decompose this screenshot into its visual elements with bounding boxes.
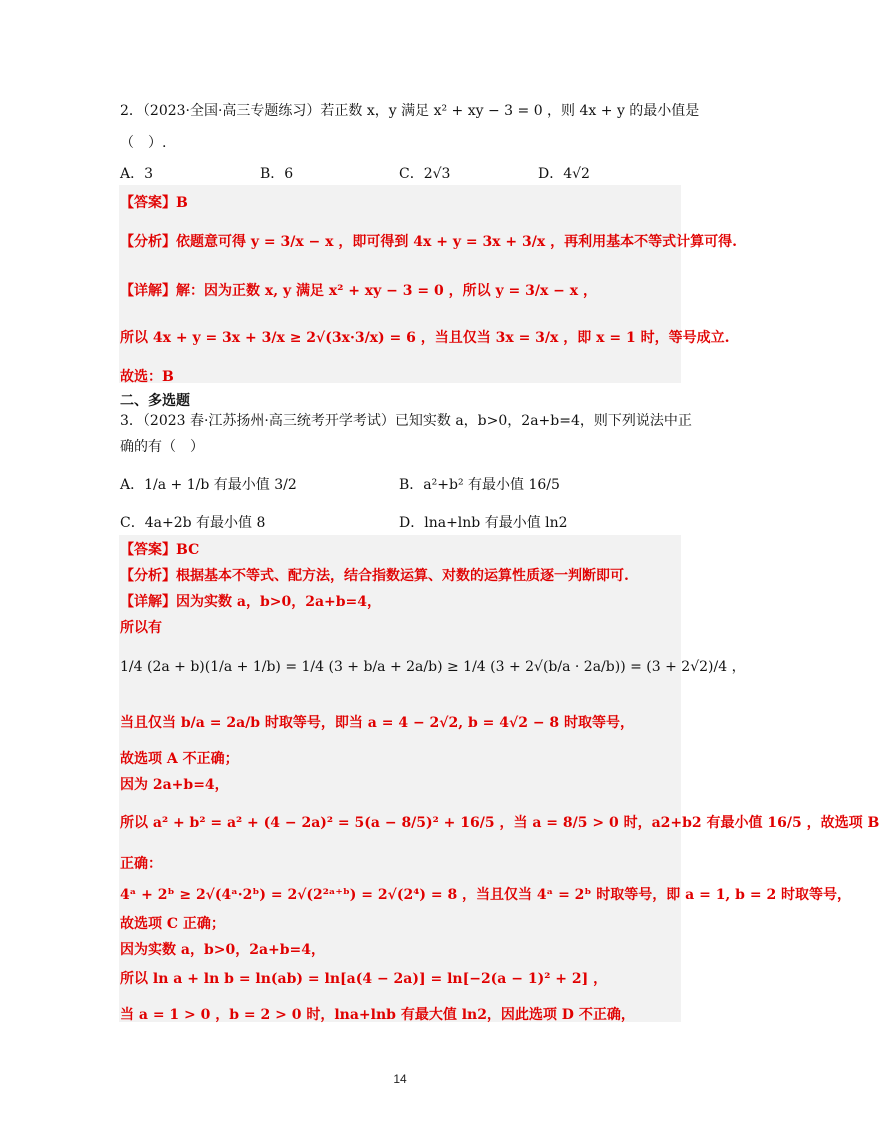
page-number: 14	[393, 1072, 407, 1086]
q2-choice: 故选：B	[120, 369, 174, 385]
q3-b-right: 正确：	[120, 856, 162, 872]
q3-analysis: 【分析】根据基本不等式、配方法，结合指数运算、对数的运算性质逐一判断即可.	[120, 568, 629, 584]
section-title: 二、多选题	[120, 393, 190, 409]
q3-equation-4: 4ᵃ + 2ᵇ ≥ 2√(4ᵃ·2ᵇ) = 2√(2²ᵃ⁺ᵇ) = 2√(2⁴) = 8 ，当且仅当 4ᵃ = 2ᵇ 时取等号，即 a = 1, b = 2 时取等号，	[120, 887, 852, 903]
q3-equality-condition: 当且仅当 b/a = 2a/b 时取等号，即当 a = 4 − 2√2, b = 4√2 − 8 时取等号，	[120, 715, 635, 731]
q2-option-b: B．6	[260, 166, 294, 182]
q2-paren: （ ）.	[120, 135, 167, 151]
q3-option-a: A．1/a + 1/b 有最小值 3/2	[120, 477, 297, 493]
q2-option-c: C．2√3	[399, 166, 451, 182]
q2-detail-2: 所以 4x + y = 3x + 3/x ≥ 2√(3x·3/x) = 6 ，当且仅当 3x = 3/x ，即 x = 1 时，等号成立.	[120, 330, 730, 346]
q3-stem-1: 3．（2023 春·江苏扬州·高三统考开学考试）已知实数 a，b>0，2a+b=4，则下列说法中正	[120, 413, 692, 429]
q2-option-d: D．4√2	[538, 166, 590, 182]
q3-stem-2: 确的有（ ）	[120, 439, 204, 455]
q3-option-c: C．4a+2b 有最小值 8	[120, 515, 266, 531]
q2-analysis: 【分析】依题意可得 y = 3/x − x ，即可得到 4x + y = 3x + 3/x ，再利用基本不等式计算可得.	[120, 234, 737, 250]
q3-so-have: 所以有	[120, 620, 162, 636]
q3-equation-1: 1/4 (2a + b)(1/a + 1/b) = 1/4 (3 + b/a + 2a/b) ≥ 1/4 (3 + 2√(b/a · 2a/b)) = (3 + 2√2)/4 ，	[120, 659, 746, 675]
q3-answer: 【答案】BC	[120, 542, 200, 558]
q2-option-a: A．3	[120, 166, 154, 182]
q3-a-wrong: 故选项 A 不正确；	[120, 751, 239, 767]
q3-equation-6: 当 a = 1 > 0 ，b = 2 > 0 时，lna+lnb 有最大值 ln2，因此选项 D 不正确，	[120, 1007, 635, 1023]
q3-c-right: 故选项 C 正确；	[120, 916, 225, 932]
q3-equation-3: 所以 a² + b² = a² + (4 − 2a)² = 5(a − 8/5)² + 16/5 ，当 a = 8/5 > 0 时，a2+b2 有最小值 16/5 ，故选项 B	[120, 815, 879, 831]
q3-equation-5: 所以 ln a + ln b = ln(ab) = ln[a(4 − 2a)] = ln[−2(a − 1)² + 2] ，	[120, 971, 608, 987]
q2-answer: 【答案】B	[120, 195, 188, 211]
q2-detail-1: 【详解】解：因为正数 x, y 满足 x² + xy − 3 = 0 ，所以 y = 3/x − x ，	[120, 283, 597, 299]
q3-detail-head: 【详解】因为实数 a，b>0，2a+b=4，	[120, 594, 382, 610]
q3-because-1: 因为 2a+b=4，	[120, 777, 229, 793]
q3-because-2: 因为实数 a，b>0，2a+b=4，	[120, 942, 326, 958]
q2-stem: 2．（2023·全国·高三专题练习）若正数 x，y 满足 x² + xy − 3 = 0 ，则 4x + y 的最小值是	[120, 103, 700, 119]
q3-option-d: D．lna+lnb 有最小值 ln2	[399, 515, 568, 531]
q3-option-b: B．a²+b² 有最小值 16/5	[399, 477, 560, 493]
